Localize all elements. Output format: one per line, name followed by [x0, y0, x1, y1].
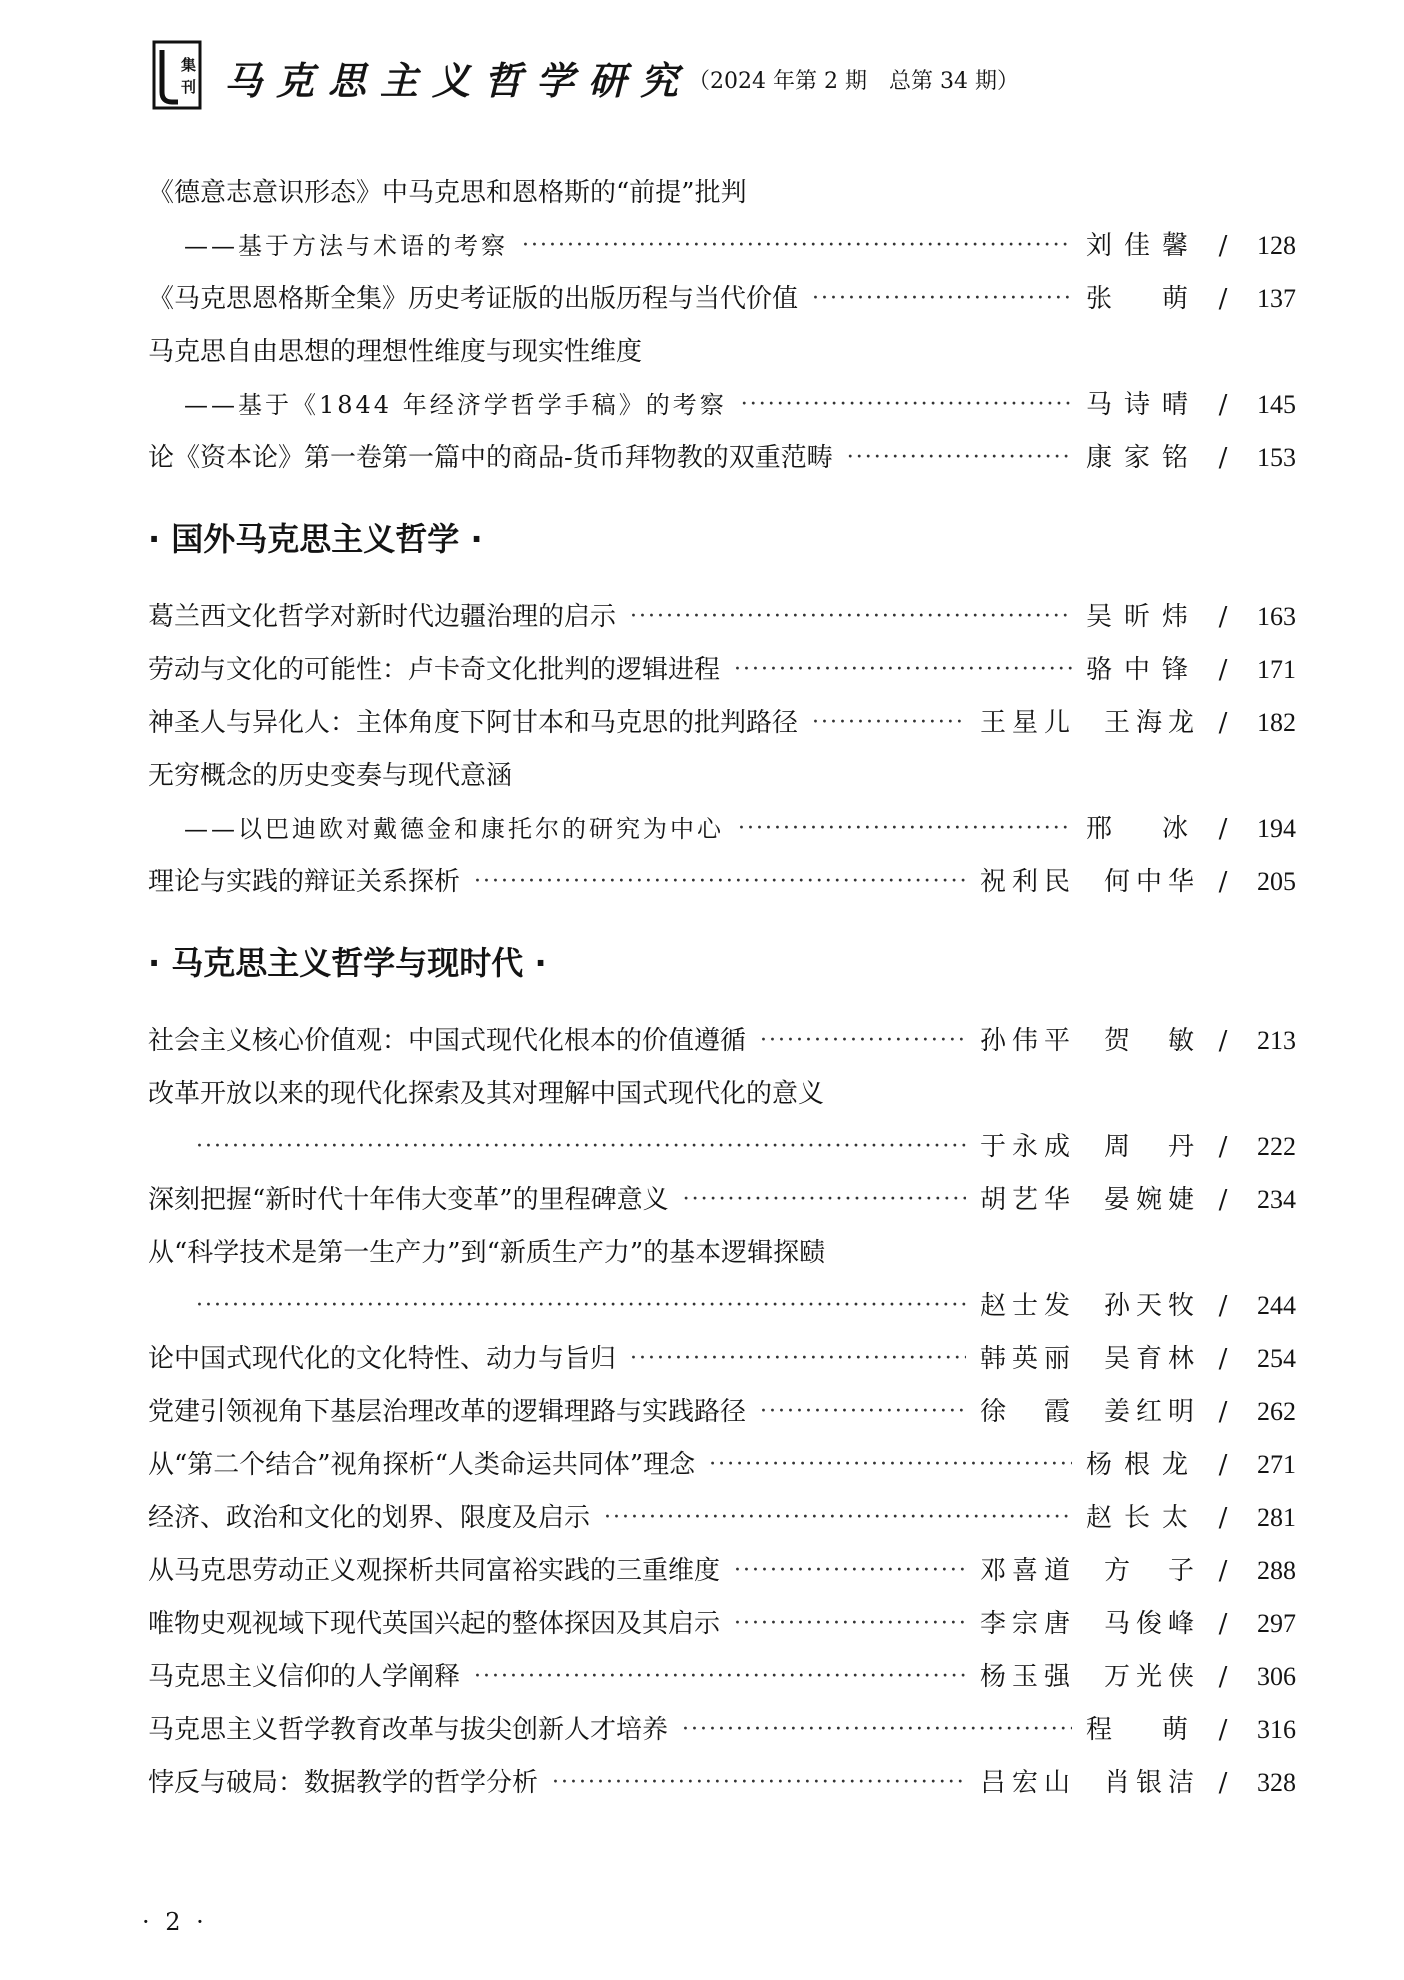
- page-separator: /: [1218, 1609, 1228, 1639]
- page-separator: /: [1218, 1556, 1228, 1586]
- entry-page: 205: [1257, 867, 1296, 896]
- entry-author: 吴昕炜: [1085, 602, 1200, 632]
- entry-author: 于永成: [979, 1132, 1076, 1162]
- toc-entry: [148, 1536, 1296, 1589]
- entry-authors: [980, 1765, 1200, 1801]
- toc-entry: [148, 370, 1296, 423]
- entry-authors: [980, 1394, 1200, 1430]
- journal-title: 马克思主义哲学研究: [224, 58, 693, 103]
- dot-leader: [734, 1606, 966, 1642]
- entry-authors: [1086, 811, 1200, 847]
- dot-leader: [604, 1500, 1072, 1536]
- entry-page: 171: [1257, 655, 1296, 684]
- dot-leader: [812, 705, 966, 741]
- entry-authors: [1086, 652, 1200, 688]
- dot-leader: [630, 1341, 966, 1377]
- journal-logo: [152, 40, 202, 110]
- entry-authors: [980, 1182, 1200, 1218]
- page-header: [140, 36, 1300, 120]
- toc-entry: [148, 1695, 1296, 1748]
- entry-author: 骆中锋: [1085, 655, 1200, 685]
- entry-title: 从“科学技术是第一生产力”到“新质生产力”的基本逻辑探赜: [148, 1238, 826, 1268]
- dot-leader: [738, 811, 1072, 847]
- entry-authors: [980, 1023, 1200, 1059]
- page-separator: /: [1218, 867, 1228, 897]
- entry-authors: [1086, 440, 1200, 476]
- page-separator: /: [1218, 1450, 1228, 1480]
- entry-title: 马克思自由思想的理想性维度与现实性维度: [148, 337, 643, 367]
- entry-author: 万光侠: [1103, 1662, 1200, 1692]
- entry-author: 赵长太: [1085, 1503, 1200, 1533]
- entry-authors: [980, 1659, 1200, 1695]
- page-separator: /: [1218, 1026, 1228, 1056]
- entry-title: 论《资本论》第一卷第一篇中的商品-货币拜物教的双重范畴: [148, 443, 833, 473]
- toc-entry: [148, 1642, 1296, 1695]
- page-separator: /: [1218, 1132, 1228, 1162]
- dot-leader: [734, 1553, 966, 1589]
- entry-page: 254: [1257, 1344, 1296, 1373]
- entry-title: 悖反与破局：数据教学的哲学分析: [148, 1768, 539, 1798]
- entry-page: 262: [1257, 1397, 1296, 1426]
- entry-author: 王星儿: [979, 708, 1076, 738]
- dot-leader: [812, 281, 1072, 317]
- dot-leader: [709, 1447, 1072, 1483]
- toc-entry: [148, 1589, 1296, 1642]
- entry-author: 杨玉强: [979, 1662, 1076, 1692]
- entry-page: 271: [1257, 1450, 1296, 1479]
- page-separator: /: [1218, 602, 1228, 632]
- dot-leader: [630, 599, 1072, 635]
- entry-page: 222: [1257, 1132, 1296, 1161]
- entry-author: 康家铭: [1085, 443, 1200, 473]
- page-separator: /: [1218, 708, 1228, 738]
- entry-authors: [980, 1129, 1200, 1165]
- entry-author: 程 萌: [1085, 1715, 1200, 1745]
- page-separator: /: [1218, 1715, 1228, 1745]
- page-separator: /: [1218, 655, 1228, 685]
- entry-authors: [1086, 1712, 1200, 1748]
- entry-author: 胡艺华: [979, 1185, 1076, 1215]
- entry-page: 328: [1257, 1768, 1296, 1797]
- page-separator: /: [1218, 1503, 1228, 1533]
- page-separator: /: [1218, 1768, 1228, 1798]
- toc-entry: [148, 317, 1296, 370]
- page-separator: /: [1218, 443, 1228, 473]
- entry-author: 肖银洁: [1103, 1768, 1200, 1798]
- toc-entry: [148, 158, 1296, 211]
- entry-page: 145: [1257, 390, 1296, 419]
- entry-title: 《德意志意识形态》中马克思和恩格斯的“前提”批判: [148, 178, 747, 208]
- svg-text:刊: 刊: [181, 78, 197, 96]
- entry-authors: [1086, 599, 1200, 635]
- entry-title: 《马克思恩格斯全集》历史考证版的出版历程与当代价值: [148, 284, 799, 314]
- entry-author: 张 萌: [1085, 284, 1200, 314]
- page-separator: /: [1218, 1185, 1228, 1215]
- entry-page: 316: [1257, 1715, 1296, 1744]
- entry-page: 163: [1257, 602, 1296, 631]
- entry-subtitle: ——基于方法与术语的考察: [184, 232, 508, 260]
- entry-page: 153: [1257, 443, 1296, 472]
- entry-page: 213: [1257, 1026, 1296, 1055]
- entry-author: 晏婉婕: [1103, 1185, 1200, 1215]
- entry-authors: [1086, 1500, 1200, 1536]
- entry-page: 306: [1257, 1662, 1296, 1691]
- entry-page: 288: [1257, 1556, 1296, 1585]
- entry-authors: [1086, 387, 1200, 423]
- entry-authors: [1086, 228, 1200, 264]
- entry-page: 137: [1257, 284, 1296, 313]
- page-separator: /: [1218, 1291, 1228, 1321]
- toc-entry: [148, 1377, 1296, 1430]
- page-separator: /: [1218, 231, 1228, 261]
- entry-author: 方 子: [1103, 1556, 1200, 1586]
- entry-author: 孙伟平: [979, 1026, 1076, 1056]
- toc-entry: [148, 794, 1296, 847]
- entry-authors: [1086, 1447, 1200, 1483]
- entry-authors: [980, 1288, 1200, 1324]
- entry-subtitle: ——基于《1844 年经济学哲学手稿》的考察: [184, 391, 727, 419]
- entry-title: 从马克思劳动正义观探析共同富裕实践的三重维度: [148, 1556, 721, 1586]
- entry-title: 唯物史观视域下现代英国兴起的整体探因及其启示: [148, 1609, 721, 1639]
- toc-entry: [148, 264, 1296, 317]
- entry-title: 葛兰西文化哲学对新时代边疆治理的启示: [148, 602, 617, 632]
- entry-author: 吕宏山: [979, 1768, 1076, 1798]
- entry-author: 吴育林: [1103, 1344, 1200, 1374]
- entry-author: 祝利民: [979, 867, 1076, 897]
- entry-authors: [1086, 281, 1200, 317]
- page-separator: /: [1218, 814, 1228, 844]
- page-separator: /: [1218, 1662, 1228, 1692]
- entry-page: 194: [1257, 814, 1296, 843]
- entry-title: 论中国式现代化的文化特性、动力与旨归: [148, 1344, 617, 1374]
- entry-author: 杨根龙: [1085, 1450, 1200, 1480]
- toc-entry: [148, 1748, 1296, 1801]
- section-heading: · 马克思主义哲学与现时代 ·: [148, 944, 547, 982]
- entry-author: 赵士发: [979, 1291, 1076, 1321]
- dot-leader: [760, 1023, 966, 1059]
- entry-author: 刘佳馨: [1085, 231, 1200, 261]
- entry-author: 李宗唐: [979, 1609, 1076, 1639]
- entry-title: 理论与实践的辩证关系探析: [148, 867, 461, 897]
- toc-entry: [148, 1271, 1296, 1324]
- dot-leader: [683, 1182, 966, 1218]
- entry-title: 无穷概念的历史变奏与现代意涵: [148, 761, 513, 791]
- entry-authors: [980, 705, 1200, 741]
- entry-author: 徐 霞: [979, 1397, 1076, 1427]
- entry-authors: [980, 1341, 1200, 1377]
- entry-author: 邓喜道: [979, 1556, 1076, 1586]
- entry-author: 王海龙: [1103, 708, 1200, 738]
- toc-entry: [148, 847, 1296, 900]
- entry-page: 128: [1257, 231, 1296, 260]
- dot-leader: [196, 1129, 966, 1165]
- toc-entry: [148, 1218, 1296, 1271]
- dot-leader: [196, 1288, 966, 1324]
- toc-entry: [148, 1430, 1296, 1483]
- dot-leader: [474, 864, 966, 900]
- entry-title: 马克思主义信仰的人学阐释: [148, 1662, 461, 1692]
- entry-author: 马诗晴: [1085, 390, 1200, 420]
- toc-entry: [148, 635, 1296, 688]
- toc-entry: [148, 1112, 1296, 1165]
- entry-subtitle: ——以巴迪欧对戴德金和康托尔的研究为中心: [184, 815, 724, 843]
- entry-author: 姜红明: [1103, 1397, 1200, 1427]
- dot-leader: [552, 1765, 966, 1801]
- entry-title: 社会主义核心价值观：中国式现代化根本的价值遵循: [148, 1026, 747, 1056]
- entry-title: 改革开放以来的现代化探索及其对理解中国式现代化的意义: [148, 1079, 825, 1109]
- entry-page: 182: [1257, 708, 1296, 737]
- page-separator: /: [1218, 390, 1228, 420]
- dot-leader: [734, 652, 1072, 688]
- svg-text:集: 集: [181, 56, 197, 74]
- entry-author: 邢 冰: [1085, 814, 1200, 844]
- dot-leader: [682, 1712, 1072, 1748]
- entry-title: 劳动与文化的可能性：卢卡奇文化批判的逻辑进程: [148, 655, 721, 685]
- entry-author: 周 丹: [1103, 1132, 1200, 1162]
- toc-entry: [148, 688, 1296, 741]
- page-separator: /: [1218, 1397, 1228, 1427]
- toc-entry: [148, 211, 1296, 264]
- entry-author: 马俊峰: [1103, 1609, 1200, 1639]
- entry-page: 281: [1257, 1503, 1296, 1532]
- toc-entry: [148, 423, 1296, 476]
- entry-title: 从“第二个结合”视角探析“人类命运共同体”理念: [148, 1450, 696, 1480]
- entry-title: 神圣人与异化人：主体角度下阿甘本和马克思的批判路径: [148, 708, 799, 738]
- entry-author: 韩英丽: [979, 1344, 1076, 1374]
- section-heading: · 国外马克思主义哲学 ·: [148, 520, 483, 558]
- page-number: · 2 ·: [142, 1908, 208, 1936]
- entry-author: 何中华: [1103, 867, 1200, 897]
- issue-info: （2024 年第 2 期 总第 34 期）: [688, 69, 1019, 94]
- entry-authors: [980, 864, 1200, 900]
- toc-entry: [148, 1324, 1296, 1377]
- entry-author: 孙天牧: [1103, 1291, 1200, 1321]
- entry-page: 244: [1257, 1291, 1296, 1320]
- entry-author: 贺 敏: [1103, 1026, 1200, 1056]
- table-of-contents: [148, 158, 1296, 1801]
- page-separator: /: [1218, 284, 1228, 314]
- entry-title: 马克思主义哲学教育改革与拔尖创新人才培养: [148, 1715, 669, 1745]
- entry-title: 党建引领视角下基层治理改革的逻辑理路与实践路径: [148, 1397, 747, 1427]
- dot-leader: [522, 228, 1072, 264]
- toc-entry: [148, 1059, 1296, 1112]
- entry-title: 经济、政治和文化的划界、限度及启示: [148, 1503, 591, 1533]
- entry-page: 297: [1257, 1609, 1296, 1638]
- entry-title: 深刻把握“新时代十年伟大变革”的里程碑意义: [148, 1185, 669, 1215]
- page-separator: /: [1218, 1344, 1228, 1374]
- dot-leader: [847, 440, 1072, 476]
- dot-leader: [741, 387, 1072, 423]
- entry-authors: [980, 1606, 1200, 1642]
- toc-entry: [148, 1483, 1296, 1536]
- toc-entry: [148, 1006, 1296, 1059]
- dot-leader: [474, 1659, 966, 1695]
- toc-entry: [148, 582, 1296, 635]
- dot-leader: [760, 1394, 966, 1430]
- entry-page: 234: [1257, 1185, 1296, 1214]
- entry-authors: [980, 1553, 1200, 1589]
- toc-entry: [148, 1165, 1296, 1218]
- toc-entry: [148, 741, 1296, 794]
